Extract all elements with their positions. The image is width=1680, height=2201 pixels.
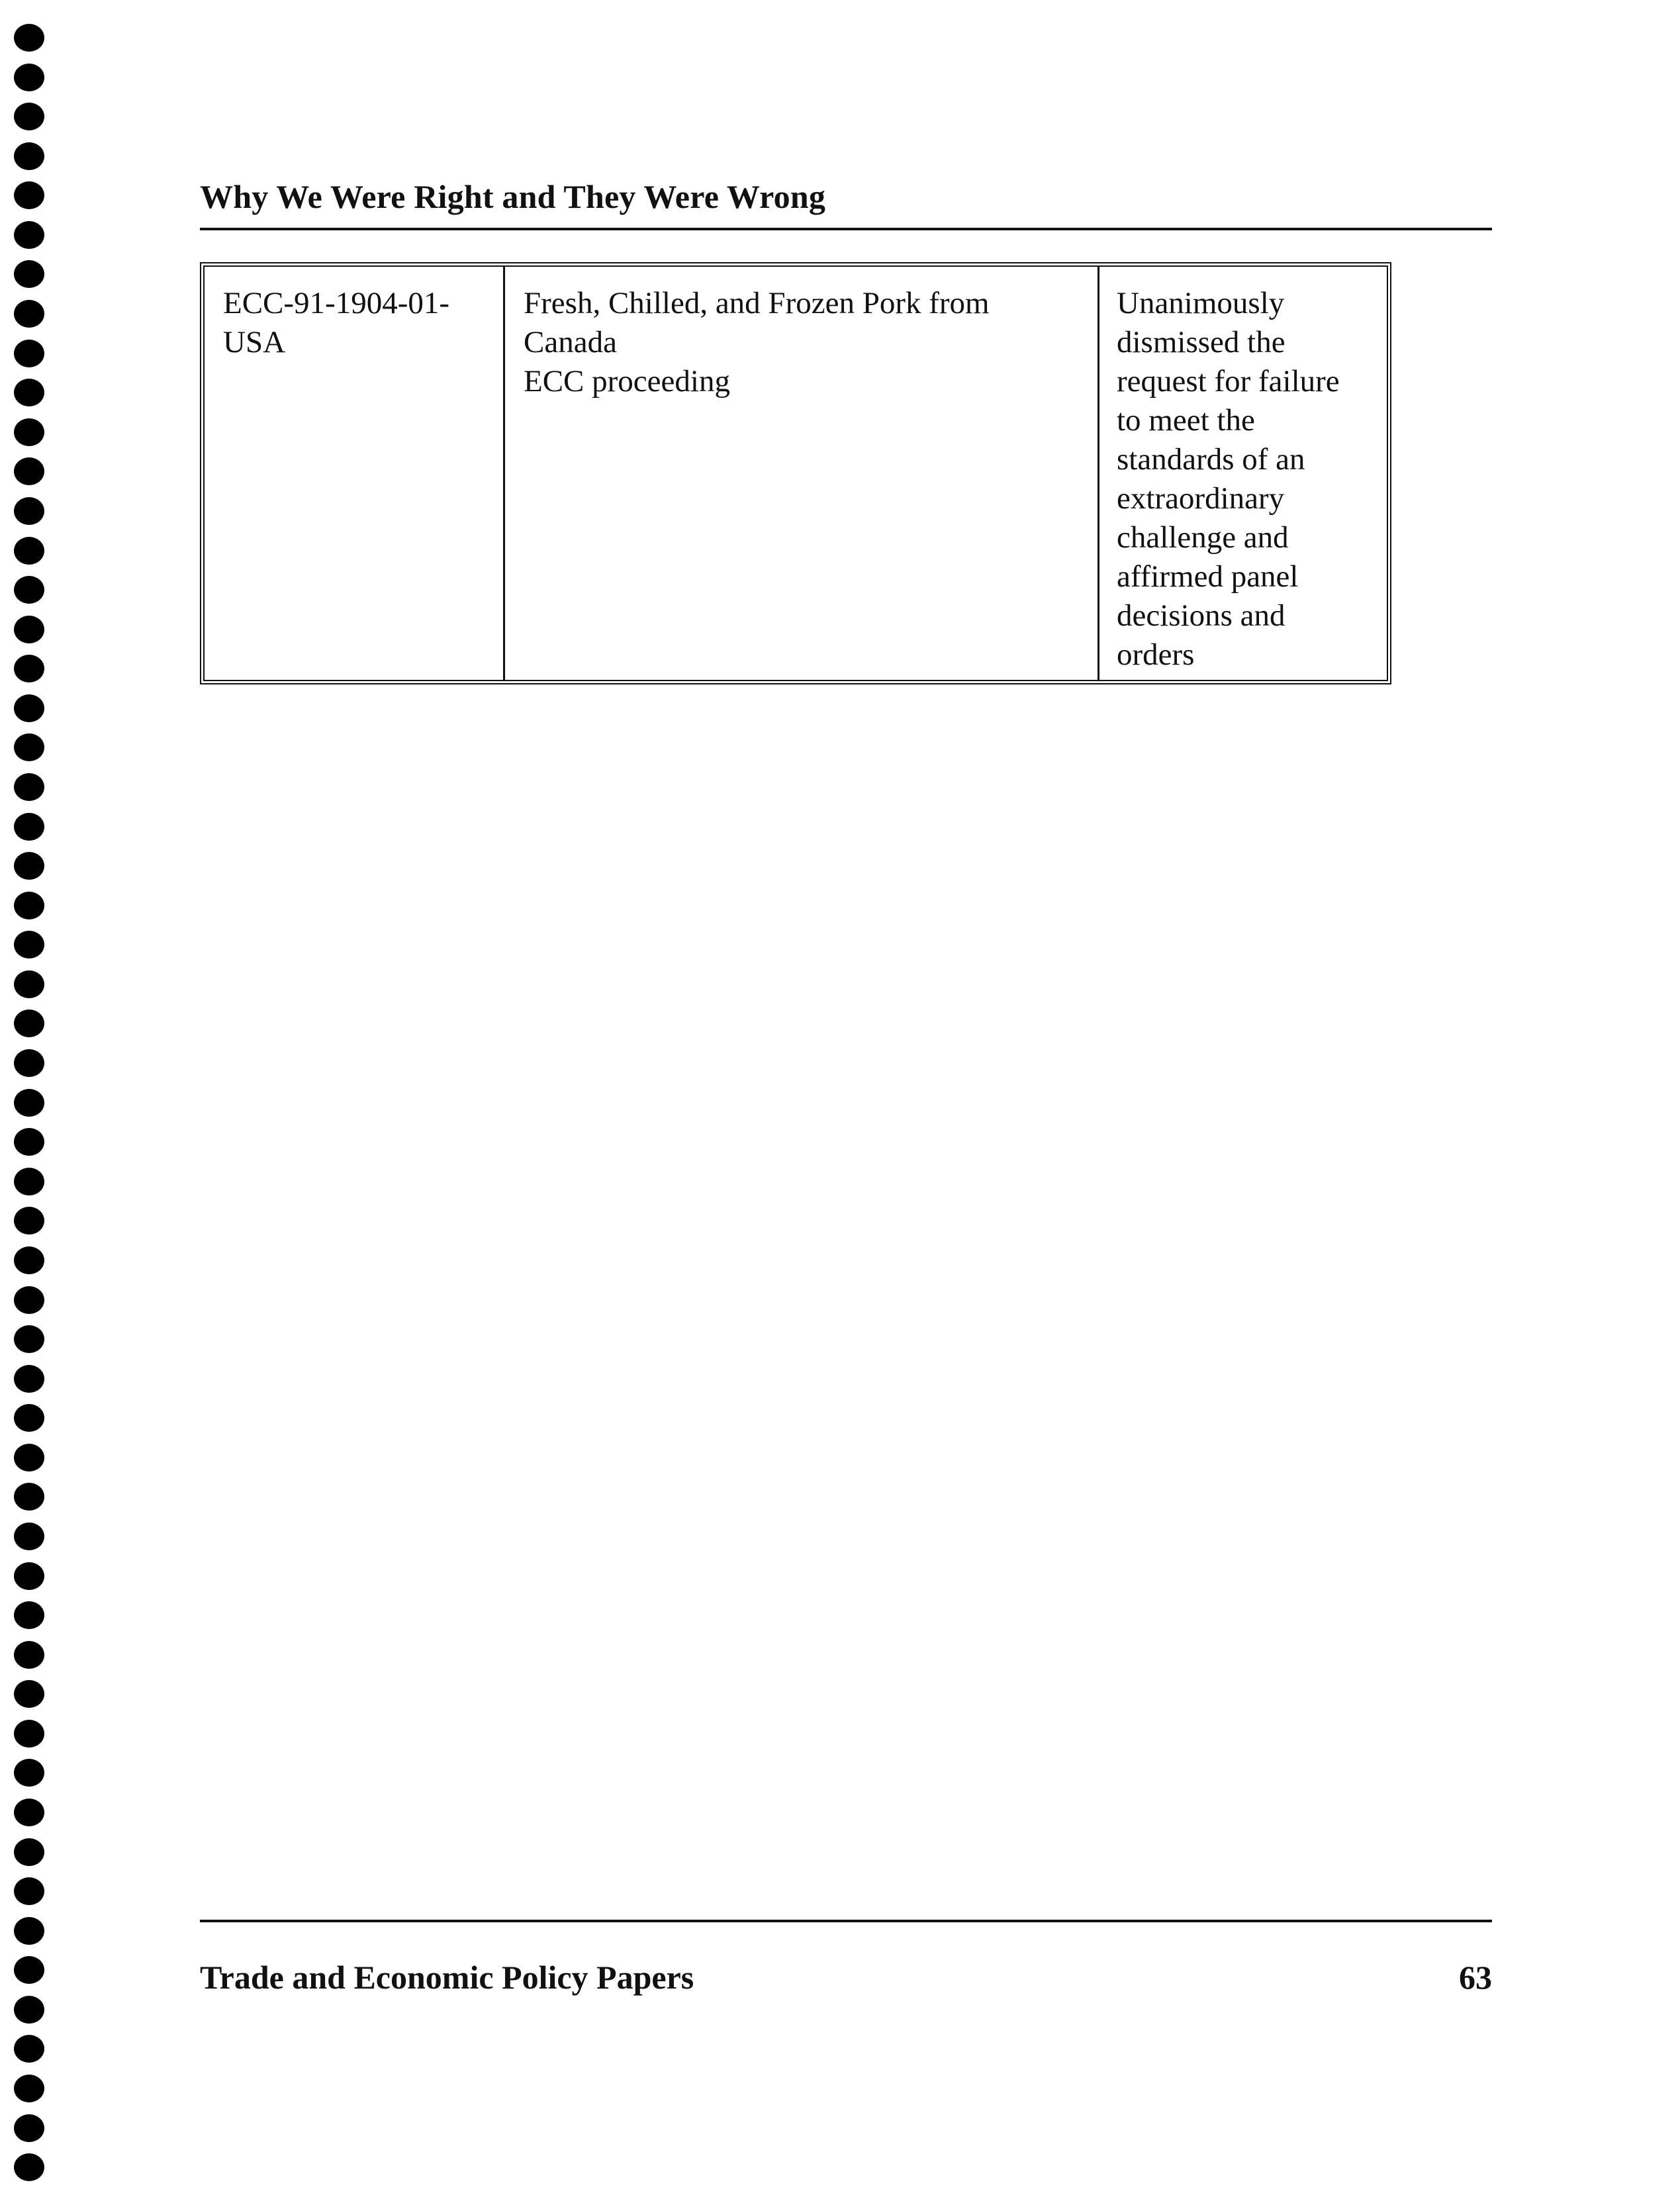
running-header: Why We Were Right and They Were Wrong (200, 178, 826, 215)
binding-hole (14, 2153, 44, 2181)
binding-hole (14, 694, 44, 722)
binding-hole (14, 970, 44, 998)
binding-hole (14, 457, 44, 485)
binding-hole (14, 1444, 44, 1472)
binding-hole (14, 733, 44, 761)
binding-hole (14, 300, 44, 328)
binding-hole (14, 892, 44, 919)
binding-hole (14, 340, 44, 367)
binding-hole (14, 655, 44, 682)
binding-hole (14, 1128, 44, 1156)
binding-hole (14, 1996, 44, 2024)
binding-hole (14, 1049, 44, 1077)
footer-rule (200, 1920, 1492, 1922)
binding-hole (14, 1089, 44, 1117)
case-id-cell: ECC-91-1904-01- USA (205, 267, 505, 680)
binding-hole (14, 576, 44, 604)
binding-hole (14, 1286, 44, 1314)
binding-hole (14, 1956, 44, 1984)
binding-hole (14, 1562, 44, 1590)
binding-hole (14, 418, 44, 446)
binding-holes (12, 24, 46, 2182)
binding-hole (14, 142, 44, 170)
decision-cell: Unanimously dismissed the request for failure to meet the standards of an extraordinary challenge and affirmed panel decisions and orders (1117, 286, 1340, 672)
binding-hole (14, 1759, 44, 1787)
binding-hole (14, 103, 44, 130)
case-table (200, 262, 1391, 684)
binding-hole (14, 1601, 44, 1629)
binding-hole (14, 2075, 44, 2102)
case-description-cell: Fresh, Chilled, and Frozen Pork from Canada ECC proceeding (505, 267, 1099, 680)
binding-hole (14, 181, 44, 209)
binding-hole (14, 1325, 44, 1353)
binding-hole (14, 24, 44, 52)
binding-hole (14, 221, 44, 249)
binding-hole (14, 1720, 44, 1748)
binding-hole (14, 1838, 44, 1866)
binding-hole (14, 616, 44, 643)
binding-hole (14, 497, 44, 525)
binding-hole (14, 1207, 44, 1235)
binding-hole (14, 1246, 44, 1274)
binding-hole (14, 1365, 44, 1393)
binding-hole (14, 1877, 44, 1905)
binding-hole (14, 537, 44, 565)
binding-hole (14, 2114, 44, 2142)
binding-hole (14, 1917, 44, 1945)
binding-hole (14, 1168, 44, 1195)
binding-hole (14, 1680, 44, 1708)
binding-hole (14, 1799, 44, 1826)
binding-hole (14, 1404, 44, 1432)
binding-hole (14, 64, 44, 91)
binding-hole (14, 852, 44, 880)
binding-hole (14, 2035, 44, 2063)
binding-hole (14, 1483, 44, 1511)
binding-hole (14, 379, 44, 406)
binding-hole (14, 1641, 44, 1669)
binding-hole (14, 260, 44, 288)
binding-hole (14, 813, 44, 841)
binding-hole (14, 773, 44, 801)
page-number: 63 (1459, 1959, 1492, 1996)
header-rule (200, 228, 1492, 230)
binding-hole (14, 1009, 44, 1037)
binding-hole (14, 931, 44, 959)
footer-title: Trade and Economic Policy Papers (200, 1959, 694, 1996)
binding-hole (14, 1522, 44, 1550)
